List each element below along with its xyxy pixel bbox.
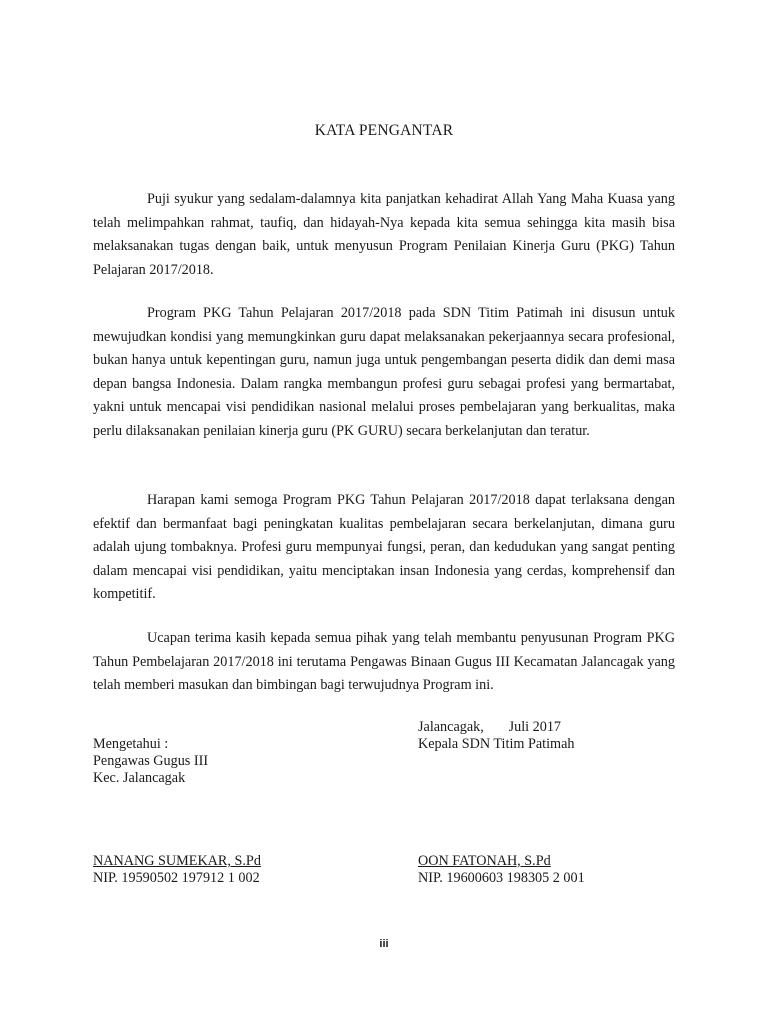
supervisor-district: Kec. Jalancagak: [93, 770, 186, 786]
page-number: iii: [379, 938, 389, 950]
supervisor-name: NANANG SUMEKAR, S.Pd: [93, 853, 261, 869]
paragraph-2: Program PKG Tahun Pelajaran 2017/2018 pada SDN Titim Patimah ini disusun untuk mewujudkan kondisi yang memungkinkan guru dapat melaksanakan pekerjaannya secara profesional, bukan hanya untuk kepentingan guru, namun juga untuk pengembangan peserta didik dan demi masa depan bangsa Indonesia. Dalam rangka membangun profesi guru sebagai profesi yang bermartabat, yakni untuk mencapai visi pendidikan nasional melalui proses pembelajaran yang berkualitas, maka perlu dilaksanakan penilaian kinerja guru (PK GURU) secara berkelanjutan dan teratur.: [93, 305, 675, 439]
place-date: Jalancagak, Juli 2017: [418, 719, 562, 735]
supervisor-position: Pengawas Gugus III: [93, 753, 209, 769]
principal-nip: NIP. 19600603 198305 2 001: [418, 870, 585, 886]
paragraph-1: Puji syukur yang sedalam-dalamnya kita panjatkan kehadirat Allah Yang Maha Kuasa yang telah melimpahkan rahmat, taufiq, dan hidayah-Nya kepada kita semua sehingga kita masih bisa melaksanakan tugas dengan baik, untuk menyusun Program Penilaian Kinerja Guru (PKG) Tahun Pelajaran 2017/2018.: [93, 191, 675, 278]
principal-position: Kepala SDN Titim Patimah: [418, 736, 575, 752]
principal-name: OON FATONAH, S.Pd: [418, 853, 551, 869]
page-title: KATA PENGANTAR: [314, 122, 454, 139]
acknowledged-label: Mengetahui :: [93, 736, 169, 752]
paragraph-4: Ucapan terima kasih kepada semua pihak yang telah membantu penyusunan Program PKG Tahun Pembelajaran 2017/2018 ini terutama Pengawas Binaan Gugus III Kecamatan Jalancagak yang telah memberi masukan dan bimbingan bagi terwujudnya Program ini.: [93, 630, 675, 693]
paragraph-3: Harapan kami semoga Program PKG Tahun Pelajaran 2017/2018 dapat terlaksana dengan efektif dan bermanfaat bagi peningkatan kualitas pembelajaran secara berkelanjutan, dimana guru adalah ujung tombaknya. Profesi guru mempunyai fungsi, peran, dan kedudukan yang sangat penting dalam mencapai visi pendidikan, yaitu menciptakan insan Indonesia yang cerdas, komprehensif dan kompetitif.: [93, 492, 675, 602]
supervisor-nip: NIP. 19590502 197912 1 002: [93, 870, 260, 886]
